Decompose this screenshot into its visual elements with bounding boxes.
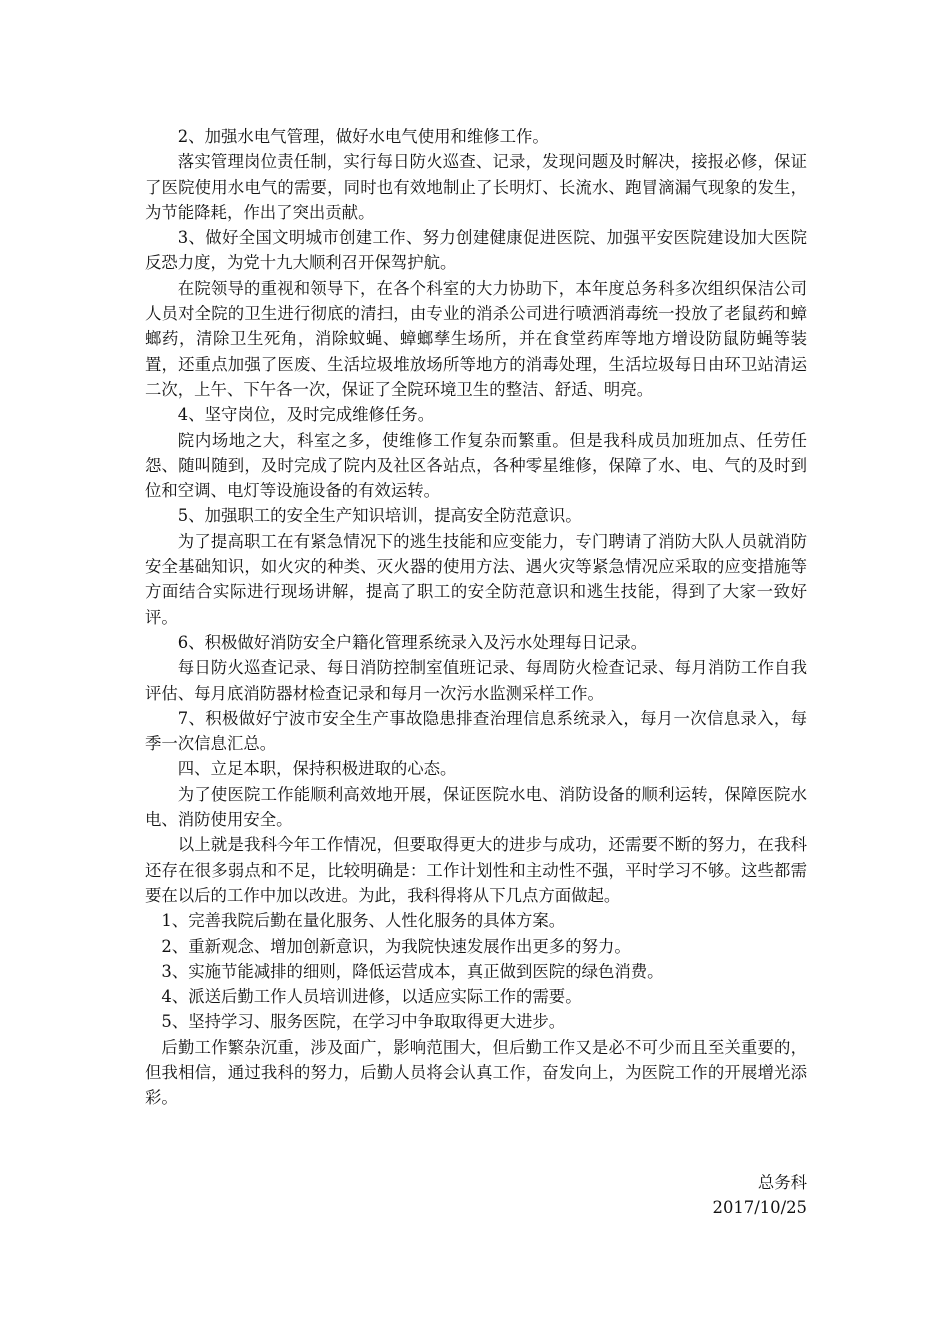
paragraph: 4、坚守岗位，及时完成维修任务。	[177, 405, 435, 425]
paragraph: 每日防火巡查记录、每日消防控制室值班记录、每周防火检查记录、每月消防工作自我评估、每月底消防器材检查记录和每月一次污水监测采样工作。	[145, 658, 807, 703]
paragraph: 3、实施节能减排的细则，降低运营成本，真正做到医院的绿色消费。	[161, 961, 664, 981]
signature-department: 总务科	[757, 1173, 807, 1192]
paragraph: 以上就是我科今年工作情况，但要取得更大的进步与成功，还需要不断的努力，在我科还存在很多弱点和不足，比较明确是：工作计划性和主动性不强，平时学习不够。这些都需要在以后的工作中加以改进。为此，我科得将从下几点方面做起。	[145, 835, 807, 905]
signature-date: 2017/10/25	[712, 1198, 807, 1218]
paragraph: 7、积极做好宁波市安全生产事故隐患排查治理信息系统录入，每月一次信息录入，每季一次信息汇总。	[145, 708, 807, 754]
paragraph: 4、派送后勤工作人员培训进修，以适应实际工作的需要。	[161, 987, 582, 1007]
paragraph: 2、加强水电气管理，做好水电气使用和维修工作。	[177, 127, 549, 146]
paragraph: 在院领导的重视和领导下，在各个科室的大力协助下，本年度总务科多次组织保洁公司人员对全院的卫生进行彻底的清扫，由专业的消杀公司进行喷洒消毒统一投放了老鼠药和蟑螂药，清除卫生死角，消除蚊蝇、蟑螂孳生场所，并在食堂药库等地方增设防鼠防蝇等装置，还重点加强了医废、生活垃圾堆放场所等地方的消毒处理，生活垃圾每日由环卫站清运二次，上午、下午各一次，保证了全院环境卫生的整洁、舒适、明亮。	[145, 278, 807, 399]
paragraph: 院内场地之大，科室之多，使维修工作复杂而繁重。但是我科成员加班加点、任劳任怨、随叫随到，及时完成了院内及社区各站点，各种零星维修，保障了水、电、气的及时到位和空调、电灯等设施设备的有效运转。	[145, 430, 807, 501]
paragraph: 为了使医院工作能顺利高效地开展，保证医院水电、消防设备的顺利运转，保障医院水电、消防使用安全。	[145, 784, 807, 830]
paragraph: 3、做好全国文明城市创建工作、努力创建健康促进医院、加强平安医院建设加大医院反恐力度，为党十九大顺利召开保驾护航。	[145, 228, 807, 273]
paragraph: 为了提高职工在有紧急情况下的逃生技能和应变能力，专门聘请了消防大队人员就消防安全基础知识，如火灾的种类、灭火器的使用方法、遇火灾等紧急情况应采取的应变措施等方面结合实际进行现场讲解，提高了职工的安全防范意识和逃生技能，得到了大家一致好评。	[145, 531, 807, 627]
paragraph: 5、加强职工的安全生产知识培训，提高安全防范意识。	[177, 506, 582, 526]
paragraph: 2、重新观念、增加创新意识，为我院快速发展作出更多的努力。	[161, 936, 631, 956]
paragraph: 1、完善我院后勤在量化服务、人性化服务的具体方案。	[161, 911, 566, 931]
paragraph: 落实管理岗位责任制，实行每日防火巡查、记录，发现问题及时解决，接报必修，保证了医院使用水电气的需要，同时也有效地制止了长明灯、长流水、跑冒滴漏气现象的发生，为节能降耗，作出了突出贡献。	[145, 152, 807, 222]
paragraph: 四、立足本职，保持积极进取的心态。	[177, 759, 457, 779]
document-body	[145, 124, 807, 1111]
paragraph: 6、积极做好消防安全户籍化管理系统录入及污水处理每日记录。	[177, 632, 648, 652]
paragraph: 后勤工作繁杂沉重，涉及面广，影响范围大，但后勤工作又是必不可少而且至关重要的，但我相信，通过我科的努力，后勤人员将会认真工作，奋发向上，为医院工作的开展增光添彩。	[145, 1037, 807, 1108]
signature-block	[713, 1170, 807, 1221]
paragraph: 5、坚持学习、服务医院，在学习中争取取得更大进步。	[161, 1012, 566, 1032]
